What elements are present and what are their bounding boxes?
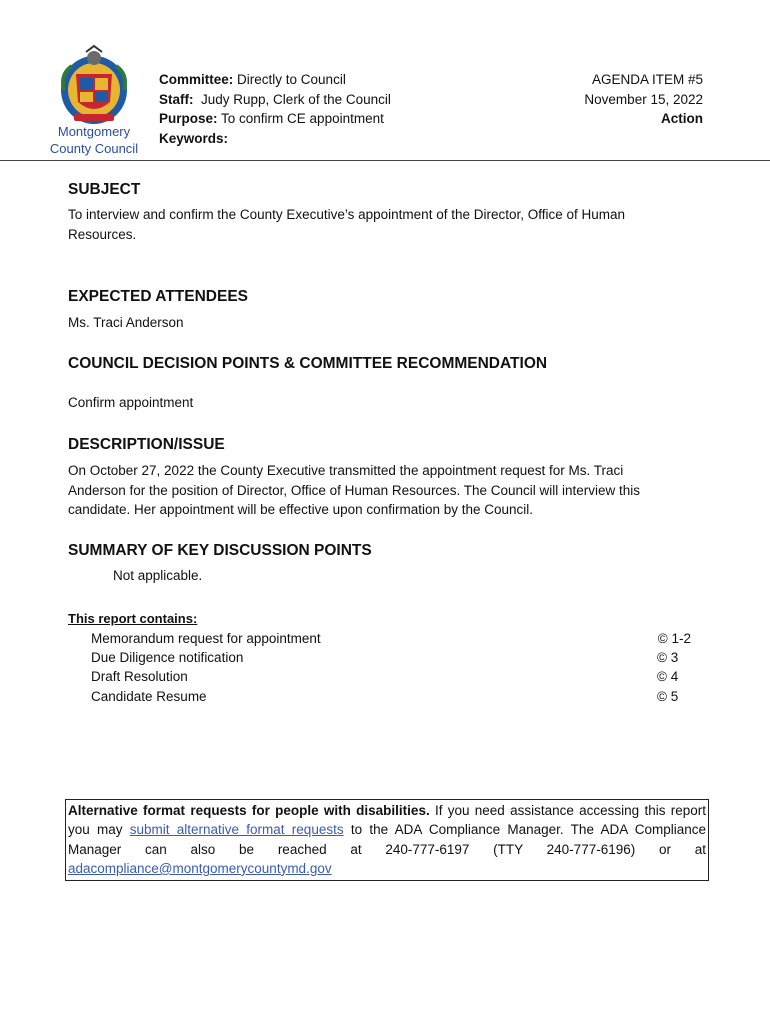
committee-line bbox=[159, 70, 391, 90]
section-subject bbox=[68, 181, 708, 244]
header-meta bbox=[159, 70, 391, 148]
agenda-item: AGENDA ITEM #5 bbox=[591, 72, 703, 87]
county-seal-logo bbox=[58, 44, 130, 128]
section-description bbox=[68, 436, 708, 520]
list-item bbox=[91, 687, 691, 706]
attendees-text: Ms. Traci Anderson bbox=[68, 315, 184, 330]
purpose-line bbox=[159, 109, 391, 129]
alternative-format-link[interactable]: submit alternative format requests bbox=[129, 822, 344, 838]
contains-item-label: Due Diligence notification bbox=[91, 650, 244, 666]
logo-text-line2: County Council bbox=[49, 141, 139, 156]
staff-line bbox=[159, 90, 391, 110]
contains-item-page: © 4 bbox=[657, 669, 679, 685]
agenda-block bbox=[584, 70, 703, 129]
contains-list bbox=[91, 629, 691, 706]
description-text: On October 27, 2022 the County Executive transmitted the appointment request for Ms. Traci Anderson for the position of Director, Office of Human Resources. The Council will interview this candidate. Her appointment will be effective upon confirmation by the Council. bbox=[68, 463, 641, 517]
ada-text-1: If you need assistance accessing this report you may bbox=[68, 803, 706, 838]
subject-heading: SUBJECT bbox=[68, 181, 141, 198]
contains-item-label: Memorandum request for appointment bbox=[91, 631, 321, 646]
purpose-label: Purpose: bbox=[159, 111, 218, 126]
contains-item-page: © 1-2 bbox=[657, 631, 691, 646]
attendees-heading: EXPECTED ATTENDEES bbox=[68, 288, 248, 305]
subject-text: To interview and confirm the County Executive’s appointment of the Director, Office of Human Resources. bbox=[68, 207, 626, 242]
ada-text-2: to the ADA Compliance Manager. The ADA Compliance Manager can also be reached at 240-777-6197 (TTY 240-777-6196) or at bbox=[68, 822, 706, 857]
section-attendees bbox=[68, 288, 708, 333]
contains-item-label: Candidate Resume bbox=[91, 688, 207, 704]
decision-text: Confirm appointment bbox=[68, 395, 194, 410]
committee-value: Directly to Council bbox=[237, 72, 346, 87]
summary-heading: SUMMARY OF KEY DISCUSSION POINTS bbox=[68, 542, 372, 559]
section-summary bbox=[68, 542, 708, 586]
logo-text bbox=[40, 123, 148, 157]
staff-label: Staff: bbox=[159, 91, 194, 107]
section-decision bbox=[68, 355, 708, 413]
contains-label: This report contains: bbox=[68, 611, 198, 626]
list-item bbox=[91, 667, 691, 686]
list-item bbox=[91, 648, 691, 667]
header-divider bbox=[0, 160, 770, 161]
summary-text: Not applicable. bbox=[113, 568, 203, 583]
contains-item-label: Draft Resolution bbox=[91, 669, 188, 685]
ada-bold-lead: Alternative format requests for people with disabilities. bbox=[68, 803, 430, 818]
logo-text-line1: Montgomery bbox=[57, 124, 131, 139]
list-item bbox=[91, 629, 691, 648]
contains-item-page: © 5 bbox=[657, 688, 679, 704]
contains-item-page: © 3 bbox=[657, 650, 679, 666]
ada-notice-box bbox=[65, 799, 709, 881]
committee-label: Committee: bbox=[159, 72, 234, 87]
staff-value: Judy Rupp, Clerk of the Council bbox=[201, 91, 391, 107]
action-label: Action bbox=[661, 111, 703, 126]
keywords-line bbox=[159, 129, 391, 149]
decision-heading: COUNCIL DECISION POINTS & COMMITTEE RECOMMENDATION bbox=[68, 355, 548, 372]
meeting-date: November 15, 2022 bbox=[584, 91, 703, 107]
purpose-value: To confirm CE appointment bbox=[221, 111, 384, 126]
ada-email-link[interactable]: adacompliance@montgomerycountymd.gov bbox=[68, 860, 332, 876]
keywords-label: Keywords: bbox=[159, 130, 229, 146]
description-heading: DESCRIPTION/ISSUE bbox=[68, 436, 225, 453]
